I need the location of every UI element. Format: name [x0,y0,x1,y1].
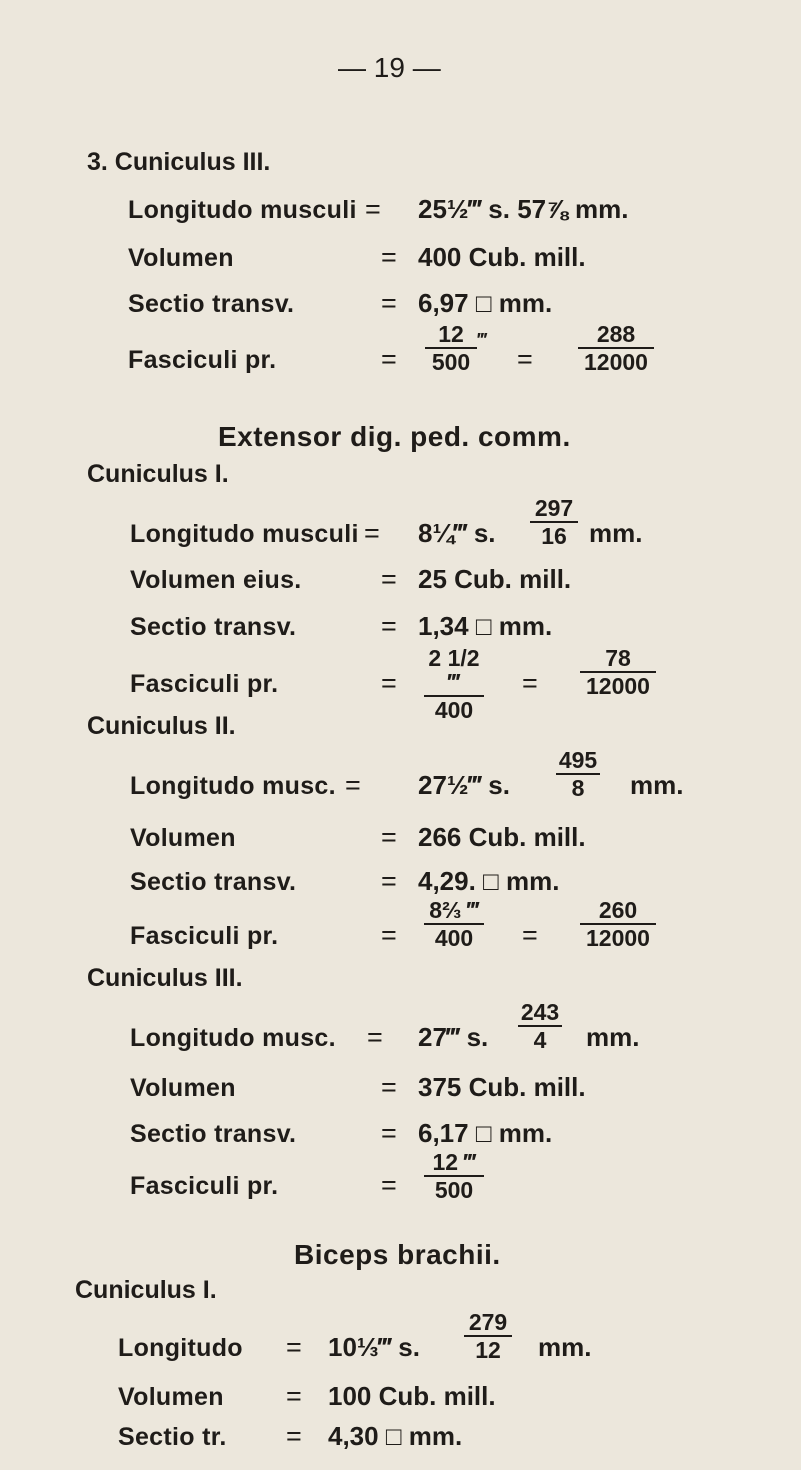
fraction-denominator: 12 [475,1337,501,1363]
row-label: Volumen [118,1383,224,1411]
fraction-numerator: 12 ‴ [432,1149,476,1175]
equals-sign: = [381,668,397,698]
fraction-numerator: 279 [468,1309,508,1335]
row-label: Fasciculi pr. [128,346,277,374]
row-label: Fasciculi pr. [130,670,279,698]
section-heading-cuniculus-iii: 3. Cuniculus III. [87,148,271,176]
row-label: Volumen [130,1074,236,1102]
fraction-denominator: 12000 [584,349,648,375]
row-label: Longitudo musc. [130,1024,336,1052]
row-label: Fasciculi pr. [130,1172,279,1200]
fraction-denominator: 12000 [586,673,650,699]
fraction-numerator: 2 1/2 ‴ [428,645,480,695]
fraction-numerator: 8⅔ ‴ [429,897,479,923]
row-value: 25½‴ s. 57⅞ mm. [418,194,629,224]
fraction-denominator: 500 [431,349,471,375]
fraction [424,646,484,722]
row-value: 100 Cub. mill. [328,1381,496,1411]
equals-sign: = [365,194,381,224]
equals-sign: = [381,866,397,896]
row-label: Sectio transv. [128,290,295,318]
equals-sign: = [381,1170,397,1200]
section-title-extensor: Extensor dig. ped. comm. [218,421,571,452]
row-value: 400 Cub. mill. [418,242,586,272]
subsection-heading: Cuniculus I. [87,460,229,488]
equals-sign: = [381,920,397,950]
fraction-denominator: 16 [541,523,567,549]
fraction-numerator: 243 [520,999,560,1025]
fraction [578,322,654,374]
fraction-numerator: 12 [438,321,464,347]
row-value: 1,34 □ mm. [418,611,553,641]
row-value: 27‴ s. [418,1022,489,1052]
fraction-denominator: 400 [434,697,474,723]
fraction-denominator: 8 [571,775,585,801]
row-value: 10⅓‴ s. [328,1332,420,1362]
row-label: Fasciculi pr. [130,922,279,950]
fraction-denominator: 400 [434,925,474,951]
equals-sign: = [522,668,538,698]
equals-sign: = [381,242,397,272]
equals-sign: = [381,1072,397,1102]
row-value: 375 Cub. mill. [418,1072,586,1102]
equals-sign: = [364,518,380,548]
equals-sign: = [286,1381,302,1411]
fraction [556,748,600,800]
equals-sign: = [522,920,538,950]
equals-sign: = [381,1118,397,1148]
fraction [425,322,477,374]
row-value: 6,97 □ mm. [418,288,553,318]
row-label: Longitudo musc. [130,772,336,800]
unit: mm. [589,518,643,548]
prime-marks: ‴ [478,330,487,350]
fraction-numerator: 78 [605,645,631,671]
equals-sign: = [381,564,397,594]
row-value: 8¼‴ s. [418,518,496,548]
row-label: Sectio transv. [130,613,297,641]
fraction-numerator: 260 [598,897,638,923]
fraction-numerator: 495 [558,747,598,773]
row-label: Sectio transv. [130,1120,297,1148]
row-value: 6,17 □ mm. [418,1118,553,1148]
fraction [580,898,656,950]
fraction [464,1310,512,1362]
fraction-denominator: 4 [533,1027,547,1053]
row-value: 4,29. □ mm. [418,866,560,896]
page-number: — 19 — [338,52,441,83]
row-label: Volumen eius. [130,566,302,594]
row-value: 4,30 □ mm. [328,1421,463,1451]
row-label: Sectio tr. [118,1423,227,1451]
subsection-heading: Cuniculus I. [75,1276,217,1304]
equals-sign: = [381,344,397,374]
fraction-numerator: 297 [534,495,574,521]
row-value: 266 Cub. mill. [418,822,586,852]
equals-sign: = [286,1421,302,1451]
equals-sign: = [381,611,397,641]
fraction-denominator: 12000 [586,925,650,951]
subsection-heading: Cuniculus III. [87,964,243,992]
row-label: Volumen [128,244,234,272]
row-label: Longitudo musculi [128,196,357,224]
equals-sign: = [517,344,533,374]
fraction-denominator: 500 [434,1177,474,1203]
section-title-biceps: Biceps brachii. [294,1239,501,1270]
equals-sign: = [286,1332,302,1362]
equals-sign: = [345,770,361,800]
fraction [530,496,578,548]
row-label: Longitudo musculi [130,520,359,548]
fraction [424,1150,484,1202]
subsection-heading: Cuniculus II. [87,712,236,740]
equals-sign: = [381,288,397,318]
row-value: 25 Cub. mill. [418,564,572,594]
row-label: Sectio transv. [130,868,297,896]
fraction [518,1000,562,1052]
unit: mm. [586,1022,640,1052]
fraction [580,646,656,698]
fraction-numerator: 288 [596,321,636,347]
equals-sign: = [381,822,397,852]
row-value: 27½‴ s. [418,770,510,800]
equals-sign: = [367,1022,383,1052]
fraction [424,898,484,950]
row-label: Volumen [130,824,236,852]
unit: mm. [630,770,684,800]
row-label: Longitudo [118,1334,243,1362]
unit: mm. [538,1332,592,1362]
